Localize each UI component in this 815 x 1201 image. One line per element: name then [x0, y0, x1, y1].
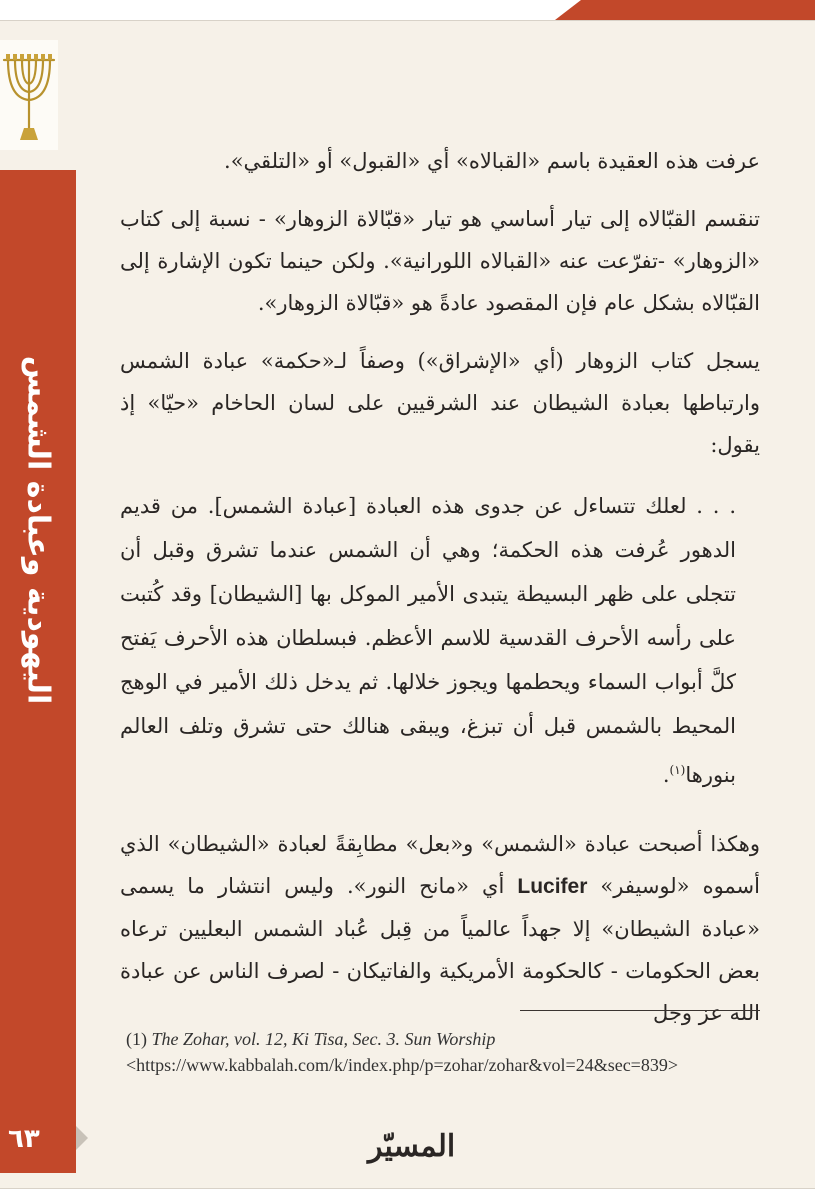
footnote-ref[interactable]: (١)	[669, 763, 686, 777]
paragraph-1: عرفت هذه العقيدة باسم «القبالاه» أي «القبول» أو «التلقي».	[224, 149, 760, 173]
zohar-quote	[120, 484, 760, 797]
paragraph-2: تنقسم القبّالاه إلى تيار أساسي هو تيار «قبّالاة الزوهار» - نسبة إلى كتاب «الزوهار» -تفرّعت عنه «القبالاه اللورانية». ولكن حينما تكون الإشارة إلى القبّالاه بشكل عام فإن المقصود عادةً هو «قبّالاة الزوهار».	[120, 207, 760, 315]
closing-part-1: وهكذا أصبحت عبادة «الشمس» و«بعل» مطابِقةً لعبادة «الشيطان» الذي أسموه «لوسيفر»	[120, 832, 760, 898]
top-edge	[0, 0, 815, 21]
page-body	[120, 140, 760, 1050]
closing-part-2: أي «مانح النور». وليس انتشار ما يسمى «عبادة الشيطان» إلا جهداً عالمياً من قِبل عُباد الشمس البعليين ترعاه بعض الحكومات - كالحكومة الأمريكية والفاتيكان - لصرف الناس عن عبادة الله عز وجل	[120, 874, 760, 1025]
paragraph-3: يسجل كتاب الزوهار (أي «الإشراق») وصفاً لـ«حكمة» عبادة الشمس وارتباطها بعبادة الشيطان عند الشرقيين على لسان الحاخام «حيّا» إذ يقول:	[120, 349, 760, 457]
quote-text: . . . لعلك تتساءل عن جدوى هذه العبادة [عبادة الشمس]. من قديم الدهور عُرفت هذه الحكمة؛ وهي أن الشمس عندما تشرق وقبل أن تتجلى على ظهر البسيطة يتبدى الأمير الموكل بها [الشيطان] وقد كُتبت على رأسه الأحرف القدسية للاسم الأعظم. فبسلطان هذه الأحرف يَفتح كلَّ أبواب السماء ويحطمها ويجوز خلالها. ثم يدخل ذلك الأمير في الوهج المحيط بالشمس قبل أن تبزغ، ويبقى هنالك حتى تشرق وتلف العالم بنورها	[120, 494, 736, 787]
page-arrow-icon	[76, 1126, 88, 1150]
footnote-url[interactable]: <https://www.kabbalah.com/k/index.php/p=zohar/zohar&vol=24&sec=839>	[126, 1055, 678, 1075]
quote-end: .	[662, 763, 670, 787]
footnote	[126, 1026, 766, 1078]
publisher-logo: المسيّر	[368, 1129, 456, 1164]
lucifer-term: Lucifer	[517, 875, 588, 898]
chapter-title: اليهودية وعبادة الشمس	[20, 355, 56, 705]
top-accent-bar	[555, 0, 815, 20]
page-number: ٦٣	[8, 1124, 40, 1154]
footnote-number: (1)	[126, 1029, 147, 1049]
chapter-sidebar	[0, 170, 76, 1173]
paragraph-closing	[120, 823, 760, 1034]
bottom-edge	[0, 1188, 815, 1201]
footnote-title: The Zohar, vol. 12, Ki Tisa, Sec. 3. Sun Worship	[151, 1029, 496, 1049]
menorah-icon	[0, 40, 58, 150]
footnote-divider	[520, 1010, 760, 1011]
